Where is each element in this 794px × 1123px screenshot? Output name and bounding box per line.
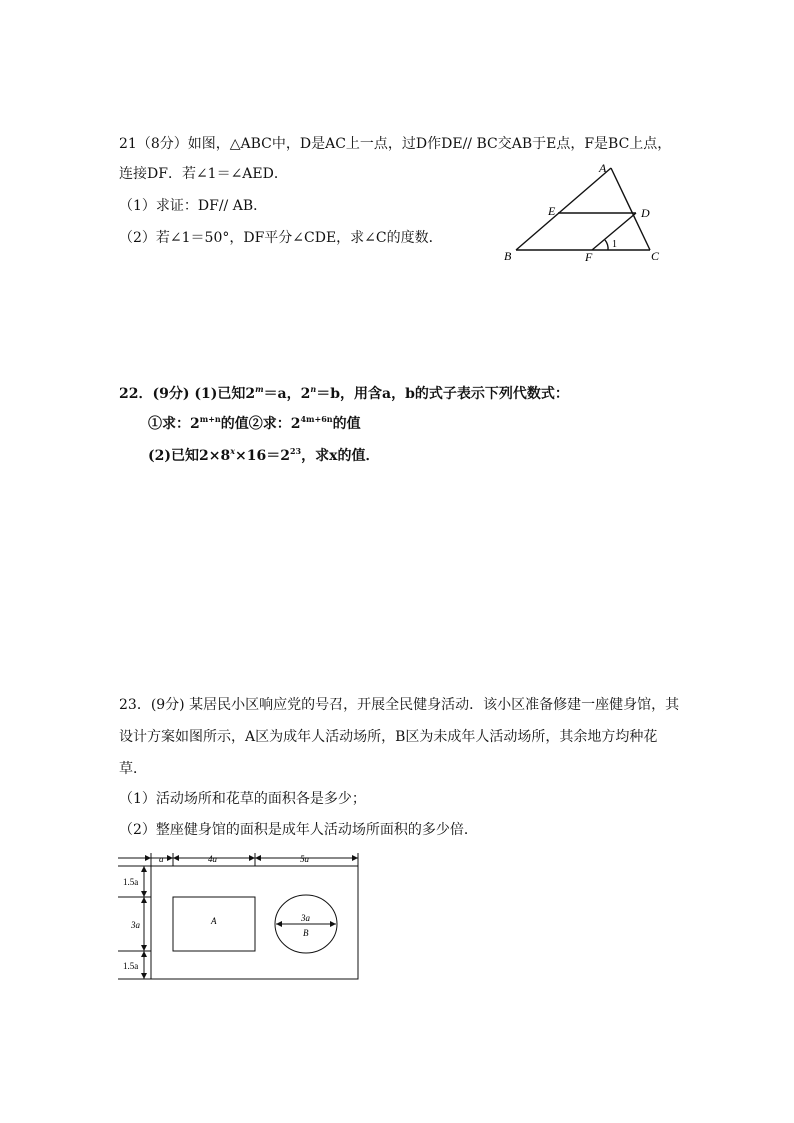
arrow-icon	[141, 897, 147, 903]
q23-stem-line1: 23．(9分) 某居民小区响应党的号召，开展全民健身活动．该小区准备修建一座健身馆，其	[119, 697, 680, 713]
q22-eq-b: ＝b，用含a，b的式子表示下列代数式：	[316, 386, 569, 402]
q22-sub2-exp: 4m+6n	[300, 414, 333, 424]
q22-sub2-post: 的值	[332, 416, 361, 432]
dim-label-top-height: 1.5a	[123, 877, 139, 887]
arrow-icon	[173, 855, 179, 861]
arrow-icon	[330, 921, 336, 927]
dim-label-5a: 5a	[300, 854, 309, 864]
dim-label-bottom-height: 1.5a	[123, 961, 139, 971]
region-b-diameter-label: 3a	[301, 913, 310, 923]
angle-1-arc	[605, 240, 608, 250]
dim-label-a: a	[159, 854, 164, 864]
region-b-label: B	[303, 928, 309, 938]
label-angle-1: 1	[612, 239, 617, 250]
label-e: E	[548, 204, 556, 218]
arrow-icon	[141, 951, 147, 957]
label-f: F	[585, 250, 593, 264]
label-d: D	[641, 206, 650, 220]
q22-exp-n: n	[310, 384, 317, 394]
q23-part2: （2）整座健身馆的面积是成年人活动场所面积的多少倍．	[119, 822, 478, 838]
arrow-icon	[249, 855, 255, 861]
arrow-icon	[141, 945, 147, 951]
arrow-icon	[167, 855, 173, 861]
q21-stem-line2: 连接DF．若∠1＝∠AED．	[119, 166, 288, 182]
q22-exp-m: m	[255, 384, 264, 394]
q23-part1: （1）活动场所和花草的面积各是多少；	[119, 791, 366, 807]
arrow-icon	[141, 866, 147, 872]
arrow-icon	[141, 891, 147, 897]
q21-stem-line1: 21（8分）如图，△ABC中，D是AC上一点，过D作DE// BC交AB于E点，F是BC上点，	[119, 136, 672, 152]
q22-head: 22．(9分) (1)已知	[119, 386, 246, 402]
q23-stem-line3: 草．	[119, 761, 147, 777]
q22-part2-mid: ×16＝2	[234, 448, 290, 464]
q21-triangle-figure	[498, 160, 673, 268]
q22-part2-post: ，求x的值．	[301, 448, 380, 464]
q23-gym-plan-figure	[114, 848, 364, 983]
q22-sub1-pre: ①求：2	[148, 416, 200, 432]
label-c: C	[651, 249, 660, 263]
q22-sub1-mid: 的值②求：2	[220, 416, 301, 432]
q22-eq-a: ＝a，2	[263, 386, 311, 402]
q22-part2-exp-x: x	[230, 446, 235, 456]
q22-sub1-exp: m+n	[199, 414, 221, 424]
q23-stem-line2: 设计方案如图所示，A区为成年人活动场所，B区为未成年人活动场所，其余地方均种花	[119, 729, 658, 745]
arrow-icon	[141, 973, 147, 979]
q21-part1: （1）求证：DF// AB．	[119, 198, 268, 214]
arrow-icon	[276, 921, 282, 927]
region-a-label: A	[211, 916, 217, 926]
arrow-icon	[352, 855, 358, 861]
label-b: B	[504, 249, 512, 263]
q21-part2: （2）若∠1＝50°，DF平分∠CDE，求∠C的度数．	[119, 230, 443, 246]
q22-base: 2	[245, 386, 256, 402]
dim-label-4a: 4a	[208, 854, 217, 864]
arrow-icon	[255, 855, 261, 861]
q22-subquestions	[148, 414, 361, 434]
label-a: A	[599, 161, 607, 175]
q22-part2-pre: (2)已知2×8	[148, 448, 231, 464]
dim-label-mid-height: 3a	[131, 920, 140, 930]
arrow-icon	[145, 855, 151, 861]
segment-ab	[516, 168, 611, 250]
q22-stem	[119, 384, 569, 404]
q22-part2	[148, 446, 379, 466]
q22-part2-exp-23: 23	[289, 446, 302, 456]
